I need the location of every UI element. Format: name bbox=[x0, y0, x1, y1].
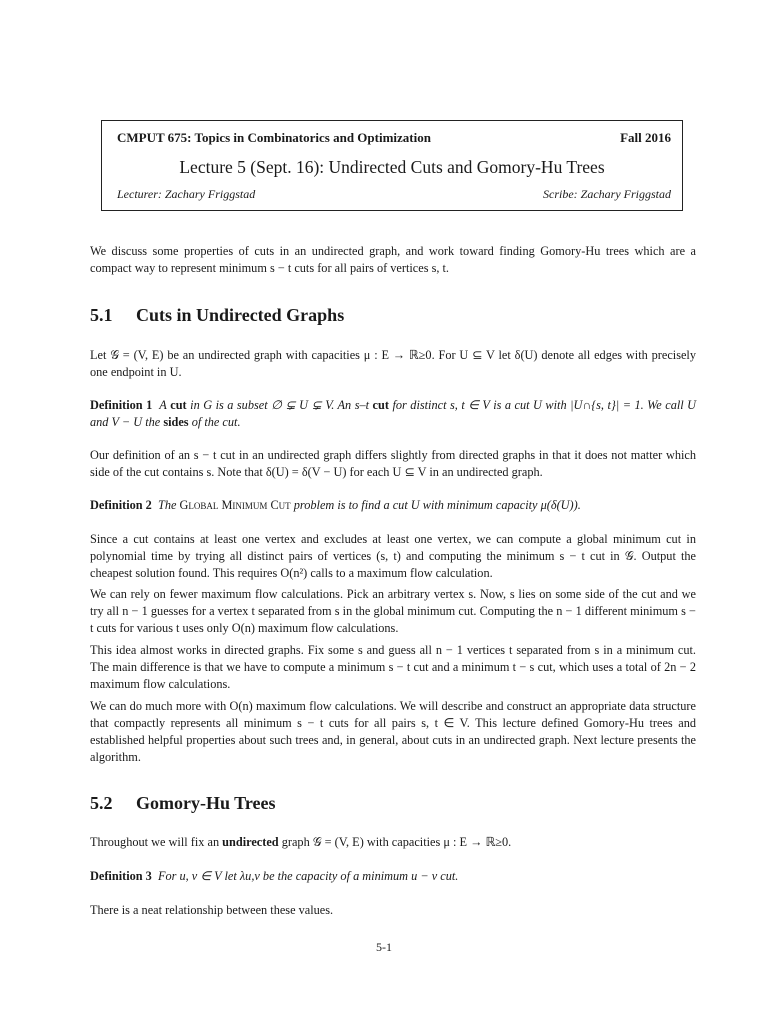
term-undirected: undirected bbox=[222, 835, 279, 849]
term-cut: cut bbox=[170, 398, 187, 412]
paragraph-text: graph 𝒢 = (V, E) with capacities μ : E → ℝ≥0. bbox=[281, 835, 512, 849]
page-number: 5-1 bbox=[376, 940, 392, 954]
definition-3 bbox=[90, 868, 696, 885]
definition-label: Definition 2 bbox=[90, 498, 152, 512]
definition-text: of the cut. bbox=[191, 415, 241, 429]
lecture-title: Lecture 5 (Sept. 16): Undirected Cuts and Gomory-Hu Trees bbox=[179, 157, 605, 177]
section-heading-5-2 bbox=[90, 793, 275, 814]
paragraph-data-structure: We can do much more with O(n) maximum flow calculations. We will describe and construct an appropriate data structure that compactly represents all minimum s − t cuts for all pairs s, t ∈ V. This lecture defined Gomory-Hu trees and established helpful properties about such trees and, in general, about cuts in an undirected graph. Next lecture presents the algorithm. bbox=[90, 699, 696, 764]
term: Fall 2016 bbox=[620, 130, 671, 145]
course-name: CMPUT 675: Topics in Combinatorics and Optimization bbox=[117, 130, 431, 145]
section-number: 5.1 bbox=[90, 305, 113, 325]
paragraph-fewer-flows: We can rely on fewer maximum flow calculations. Pick an arbitrary vertex s. Now, s lies on some side of the cut and we try all n − 1 guesses for a vertex t separated from s in the global minimum cut. Computing the n − 1 different minimum s − t cuts for various t uses only O(n) maximum flow calculations. bbox=[90, 587, 696, 635]
definition-text: in G is a subset ∅ ⊊ U ⊊ V. An s–t bbox=[190, 398, 370, 412]
paragraph-relationship: There is a neat relationship between these values. bbox=[90, 903, 334, 917]
definition-text: for distinct s, t ∈ V is a cut U with |U∩{s, t}| = 1. We call U and V − U the bbox=[90, 398, 697, 429]
intro-paragraph: We discuss some properties of cuts in an undirected graph, and work toward finding Gomory-Hu trees which are a compact way to represent minimum s − t cuts for all pairs of vertices s, t. bbox=[90, 244, 696, 275]
lecturer: Lecturer: Zachary Friggstad bbox=[117, 187, 256, 201]
section-title: Gomory-Hu Trees bbox=[136, 793, 276, 813]
definition-1 bbox=[90, 397, 696, 431]
section-number: 5.2 bbox=[90, 793, 113, 813]
paragraph-text: Throughout we will fix an bbox=[90, 835, 220, 849]
problem-name: Global Minimum Cut bbox=[179, 498, 291, 512]
term-sides: sides bbox=[163, 415, 189, 429]
paragraph-directed-graphs: This idea almost works in directed graphs. Fix some s and guess all n − 1 vertices t separated from s in a minimum cut. The main difference is that we have to compute a minimum s − t cut and a minimum t − s cut, which uses a total of 2n − 2 maximum flow calculations. bbox=[90, 643, 696, 691]
scribe: Scribe: Zachary Friggstad bbox=[543, 187, 671, 201]
definition-label: Definition 3 bbox=[90, 869, 152, 883]
paragraph-fix-graph bbox=[90, 834, 696, 851]
section-title: Cuts in Undirected Graphs bbox=[136, 305, 345, 325]
paragraph-undirected-cut: Our definition of an s − t cut in an undirected graph differs slightly from directed graphs in that it does not matter which side of the cut contains s. Note that δ(U) = δ(V − U) for each U ⊆ V in an undirected graph. bbox=[90, 448, 696, 479]
paragraph-graph-definition: Let 𝒢 = (V, E) be an undirected graph with capacities μ : E → ℝ≥0. For U ⊆ V let δ(U) denote all edges with precisely one endpoint in U. bbox=[90, 348, 696, 379]
lecture-header-box bbox=[101, 120, 683, 211]
definition-text: A bbox=[159, 398, 167, 412]
definition-label: Definition 1 bbox=[90, 398, 153, 412]
section-heading-5-1 bbox=[90, 305, 344, 326]
definition-text: problem is to find a cut U with minimum capacity μ(δ(U)). bbox=[293, 498, 581, 512]
definition-2 bbox=[90, 497, 696, 514]
term-st-cut: cut bbox=[372, 398, 389, 412]
definition-text: The bbox=[157, 498, 177, 512]
paragraph-global-min-cut: Since a cut contains at least one vertex and excludes at least one vertex, we can compute a global minimum cut in polynomial time by trying all distinct pairs of vertices (s, t) and computing the minimum s − t cut in 𝒢. Output the cheapest solution found. This requires O(n²) calls to a maximum flow calculation. bbox=[90, 532, 696, 580]
definition-text: For u, v ∈ V let λu,v be the capacity of a minimum u − v cut. bbox=[157, 869, 459, 883]
